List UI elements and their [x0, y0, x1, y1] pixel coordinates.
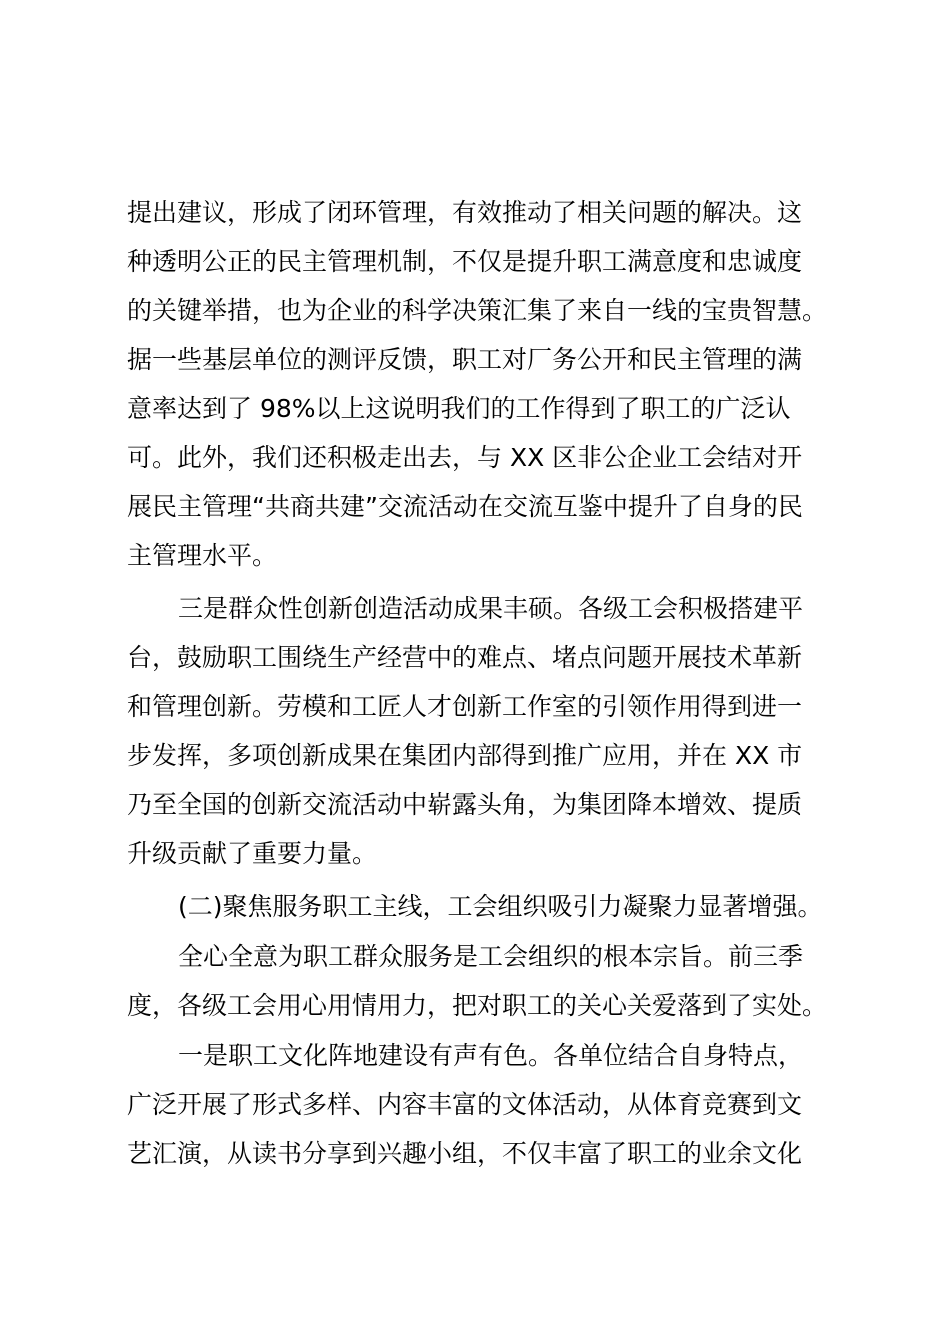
section-heading: (二)聚焦服务职工主线，工会组织吸引力凝聚力显著增强。	[178, 892, 823, 921]
paragraph-start-line: 三是群众性创新创造活动成果丰硕。各级工会积极搭建平	[178, 594, 804, 623]
text-line: 艺汇演，从读书分享到兴趣小组，不仅丰富了职工的业余文化	[127, 1139, 803, 1168]
text-line: 的关键举措，也为企业的科学决策汇集了来自一线的宝贵智慧。	[127, 296, 828, 325]
text-line: 主管理水平。	[127, 541, 278, 570]
text-line: 乃至全国的创新交流活动中崭露头角，为集团降本增效、提质	[127, 790, 803, 819]
text-line: 度，各级工会用心用情用力，把对职工的关心关爱落到了实处。	[127, 991, 828, 1020]
text-line: 和管理创新。劳模和工匠人才创新工作室的引领作用得到进一	[127, 692, 803, 721]
text-line: 升级贡献了重要力量。	[127, 839, 378, 868]
text-line: 意率达到了 98%以上这说明我们的工作得到了职工的广泛认	[127, 394, 791, 423]
text-line: 可。此外，我们还积极走出去，与 XX 区非公企业工会结对开	[127, 443, 803, 472]
text-line: 据一些基层单位的测评反馈，职工对厂务公开和民主管理的满	[127, 345, 803, 374]
text-line: 展民主管理“共商共建”交流活动在交流互鉴中提升了自身的民	[127, 492, 803, 521]
text-line: 广泛开展了形式多样、内容丰富的文体活动，从体育竞赛到文	[127, 1090, 803, 1119]
paragraph-start-line: 一是职工文化阵地建设有声有色。各单位结合自身特点，	[178, 1041, 804, 1070]
text-line: 种透明公正的民主管理机制，不仅是提升职工满意度和忠诚度	[127, 247, 803, 276]
paragraph-start-line: 全心全意为职工群众服务是工会组织的根本宗旨。前三季	[178, 942, 804, 971]
text-line: 步发挥，多项创新成果在集团内部得到推广应用，并在 XX 市	[127, 741, 803, 770]
text-line: 提出建议，形成了闭环管理，有效推动了相关问题的解决。这	[127, 198, 803, 227]
text-line: 台，鼓励职工围绕生产经营中的难点、堵点问题开展技术革新	[127, 643, 803, 672]
